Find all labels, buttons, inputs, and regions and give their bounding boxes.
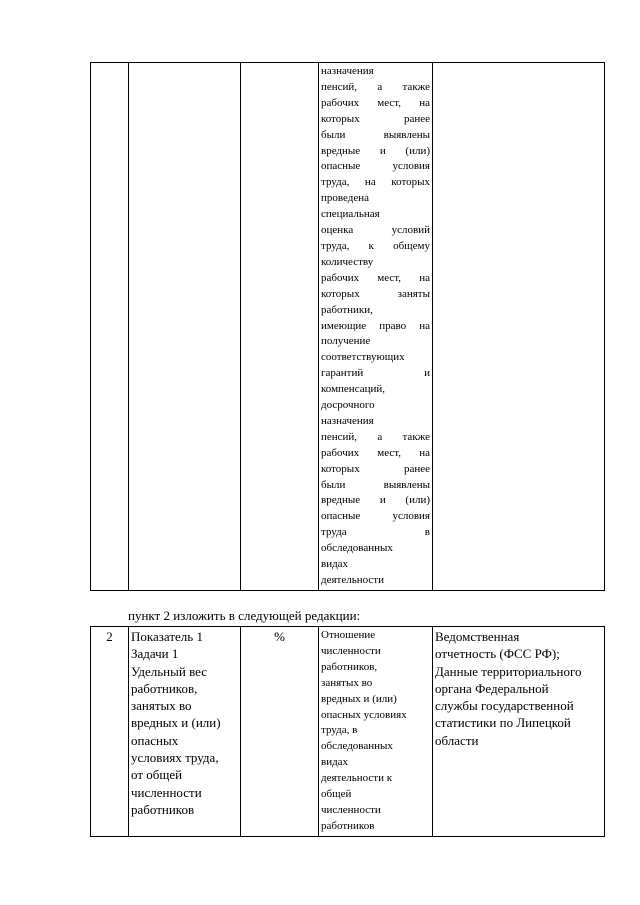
source-text — [435, 628, 602, 749]
text-line: были выявлены — [321, 478, 430, 491]
text-line: видах — [321, 558, 349, 571]
text-line: вредных и (или) — [321, 692, 397, 705]
text-line: Задачи 1 — [131, 646, 179, 662]
text-line: рабочих мест, на — [321, 271, 430, 284]
text-line: работников — [131, 801, 195, 817]
text-line: Показатель 1 — [131, 629, 203, 644]
text-line: назначения — [321, 65, 374, 77]
text-line: которых заняты — [321, 287, 430, 300]
text-line: работников, — [321, 660, 378, 673]
text-line: органа Федеральной — [435, 680, 549, 696]
text-line: опасных — [131, 732, 179, 748]
text-line: которых ранее — [321, 462, 430, 475]
text-line: деятельности к — [321, 772, 393, 785]
text-line: опасных условиях — [321, 708, 407, 721]
text-line: досрочного — [321, 399, 375, 412]
text-line: имеющие право на — [321, 319, 430, 332]
text-line: работников — [321, 819, 375, 832]
text-line: рабочих мест, на — [321, 446, 430, 459]
text-line: работников, — [131, 680, 198, 696]
text-line: обследованных — [321, 740, 393, 753]
cell-source — [433, 627, 605, 837]
table-point-2 — [90, 626, 605, 837]
text-line: получение — [321, 335, 371, 348]
indicator-text — [131, 628, 238, 818]
text-line: назначения — [321, 414, 374, 427]
description-text — [321, 64, 430, 589]
text-line: опасные условия — [321, 160, 430, 173]
cell-method — [319, 627, 433, 837]
text-line: Ведомственная — [435, 629, 520, 644]
table-row — [91, 627, 605, 837]
text-line: Данные территориального — [435, 663, 582, 679]
text-line: вредных и (или) — [131, 715, 221, 731]
text-line: рабочих мест, на — [321, 96, 430, 109]
text-line: труда, на которых — [321, 176, 430, 189]
text-line: видах — [321, 756, 349, 769]
text-line: труда, к общему — [321, 239, 430, 252]
text-line: области — [435, 732, 479, 748]
text-line: пенсий, а также — [321, 80, 430, 93]
text-line: пенсий, а также — [321, 430, 430, 443]
text-line: опасные условия — [321, 510, 430, 523]
text-line: занятых во — [321, 676, 373, 689]
text-line: деятельности — [321, 574, 384, 586]
amendment-note: пункт 2 изложить в следующей редакции: — [128, 608, 361, 623]
cell-row-number: 2 — [91, 627, 129, 837]
text-line: компенсаций, — [321, 383, 386, 396]
text-line: обследованных — [321, 542, 393, 555]
text-line: труда в — [321, 526, 430, 539]
table-row — [91, 63, 605, 591]
text-line: были выявлены — [321, 128, 430, 141]
text-line: проведена — [321, 192, 370, 205]
text-line: вредные и (или) — [321, 494, 430, 507]
text-line: статистики по Липецкой — [435, 715, 571, 731]
cell-number — [91, 63, 129, 591]
cell-description — [319, 63, 433, 591]
text-line: численности — [321, 644, 381, 657]
text-line: которых ранее — [321, 112, 430, 125]
cell-unit — [241, 63, 319, 591]
text-line: соответствующих — [321, 351, 405, 364]
table-continuation — [90, 62, 605, 591]
text-line: численности — [321, 803, 381, 816]
text-line: Отношение — [321, 629, 376, 641]
method-text — [321, 628, 430, 835]
text-line: занятых во — [131, 698, 192, 714]
text-line: отчетность (ФСС РФ); — [435, 646, 560, 662]
text-line: количеству — [321, 255, 374, 268]
cell-indicator — [129, 627, 241, 837]
text-line: оценка условий — [321, 224, 430, 237]
text-line: специальная — [321, 208, 380, 221]
cell-indicator — [129, 63, 241, 591]
text-line: гарантий и — [321, 367, 430, 380]
text-line: от общей — [131, 767, 183, 783]
text-line: труда, в — [321, 724, 358, 737]
cell-unit: % — [241, 627, 319, 837]
text-line: службы государственной — [435, 698, 574, 714]
text-line: численности — [131, 784, 202, 800]
cell-source — [433, 63, 605, 591]
text-line: работники, — [321, 303, 373, 316]
text-line: вредные и (или) — [321, 144, 430, 157]
text-line: условиях труда, — [131, 750, 219, 766]
text-line: общей — [321, 788, 352, 801]
text-line: Удельный вес — [131, 663, 208, 679]
